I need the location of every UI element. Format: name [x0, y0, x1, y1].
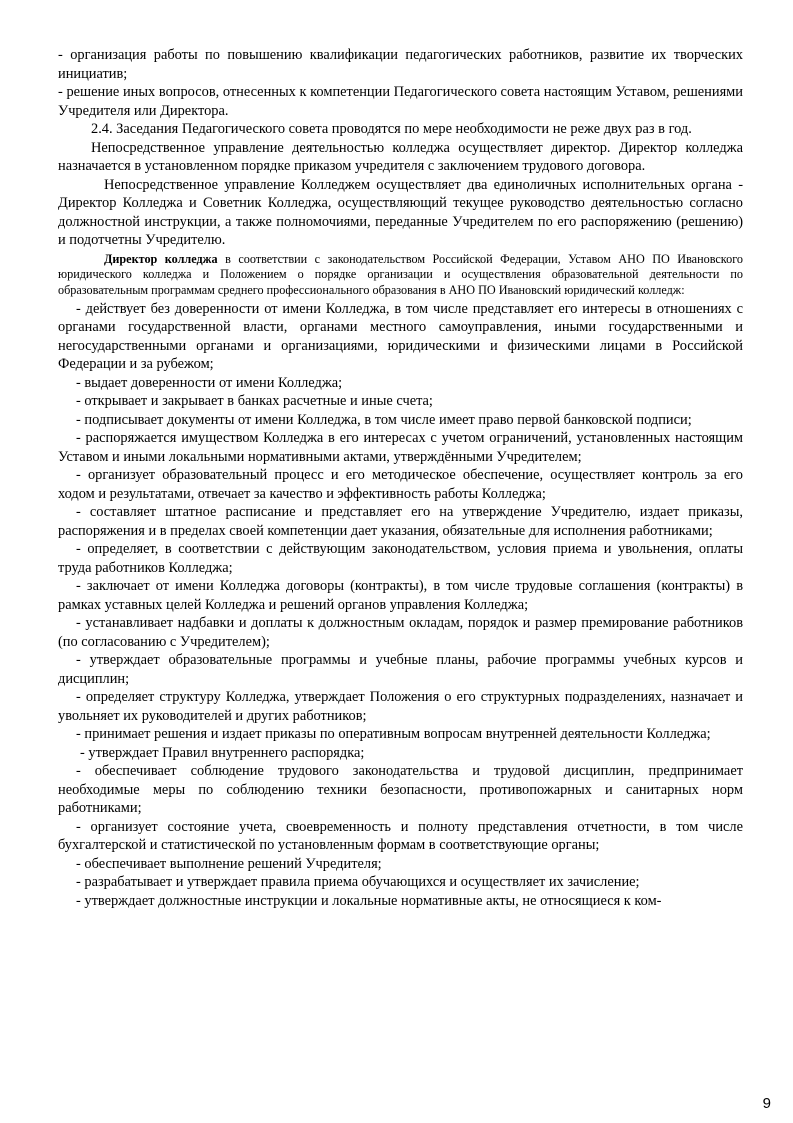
duty-item: - действует без доверенности от имени Колледжа, в том числе представляет его интересы в отношениях с органами государственной власти, органами местного самоуправления, иными государственными и негосударственными органами и организациями, юридическими и физическими лицами в Российской Федерации и за рубежом; [58, 300, 743, 373]
duty-item: - утверждает должностные инструкции и локальные нормативные акты, не относящиеся к ком- [76, 892, 662, 909]
duty-item: - распоряжается имуществом Колледжа в его интересах с учетом ограничений, установленных настоящим Уставом и иными локальными нормативными актами, утверждёнными Учредителем; [58, 430, 743, 465]
duty-item: - выдает доверенности от имени Колледжа; [76, 374, 343, 391]
paragraph: Непосредственное управление деятельностью колледжа осуществляет директор. Директор колледжа назначается в установленном порядке приказом учредителя с заключением трудового договора. [58, 139, 743, 174]
duty-item: - устанавливает надбавки и доплаты к должностным окладам, порядок и размер премирование работников (по согласованию с Учредителем); [58, 615, 743, 650]
paragraph: Непосредственное управление Колледжем осуществляет два единоличных исполнительных органа - Директор Колледжа и Советник Колледжа, осуществляющий текущее руководство деятельностью согласно должностной инструкции, а также полномочиями, переданные Учредителем по его распоряжению (решению) и подотчетны Учредителю. [58, 176, 743, 248]
duty-item: - обеспечивает выполнение решений Учредителя; [76, 855, 382, 872]
paragraph: 2.4. Заседания Педагогического совета проводятся по мере необходимости не реже двух раз в год. [91, 121, 692, 137]
duty-item: - заключает от имени Колледжа договоры (контракты), в том числе трудовые соглашения (контракты) в рамках уставных целей Колледжа и решений органов управления Колледжа; [58, 578, 743, 613]
duty-item: - организует образовательный процесс и его методическое обеспечение, осуществляет контроль за его ходом и результатами, отвечает за качество и эффективность работы Колледжа; [58, 467, 743, 502]
duty-item: - составляет штатное расписание и представляет его на утверждение Учредителю, издает приказы, распоряжения и в пределах своей компетенции дает указания, обязательные для исполнения работниками; [58, 504, 743, 539]
director-heading: Директор колледжа [104, 251, 218, 266]
director-intro [58, 252, 743, 299]
duty-item: - принимает решения и издает приказы по оперативным вопросам внутренней деятельности Колледжа; [76, 726, 711, 743]
duty-item: - определяет, в соответствии с действующим законодательством, условия приема и увольнения, оплаты труда работников Колледжа; [58, 541, 743, 576]
duty-item: - организует состояние учета, своевременность и полноту представления отчетности, в том числе бухгалтерской и статистической по установленным формам в соответствующие органы; [58, 818, 743, 854]
paragraph: - решение иных вопросов, отнесенных к компетенции Педагогического совета настоящим Уставом, решениями Учредителя или Директора. [58, 84, 743, 119]
duty-item: - определяет структуру Колледжа, утверждает Положения о его структурных подразделениях, назначает и увольняет их руководителей и других работников; [58, 689, 743, 724]
duty-item: - подписывает документы от имени Колледжа, в том числе имеет право первой банковской подписи; [76, 411, 692, 428]
director-intro-text: в соответствии с законодательством Российской Федерации, Уставом АНО ПО Ивановского юридического колледжа и Положением о порядке организации и осуществления образовательной деятельности по образовательным программам среднего профессионального образования в АНО ПО Ивановский юридический колледж: [58, 251, 743, 298]
paragraph: - организация работы по повышению квалификации педагогических работников, развитие их творческих инициатив; [58, 47, 743, 82]
duty-item: - утверждает образовательные программы и учебные планы, рабочие программы учебных курсов и дисциплин; [58, 652, 743, 687]
duty-item: - разрабатывает и утверждает правила приема обучающихся и осуществляет их зачисление; [76, 874, 640, 891]
duty-item: - обеспечивает соблюдение трудового законодательства и трудовой дисциплин, предпринимает необходимые меры по соблюдению техники безопасности, противопожарных и санитарных норм работниками; [58, 763, 743, 817]
duty-item: - открывает и закрывает в банках расчетные и иные счета; [76, 393, 433, 410]
page-number: 9 [762, 1095, 771, 1112]
document-body [58, 46, 743, 910]
duty-item: - утверждает Правил внутреннего распорядка; [80, 744, 365, 761]
